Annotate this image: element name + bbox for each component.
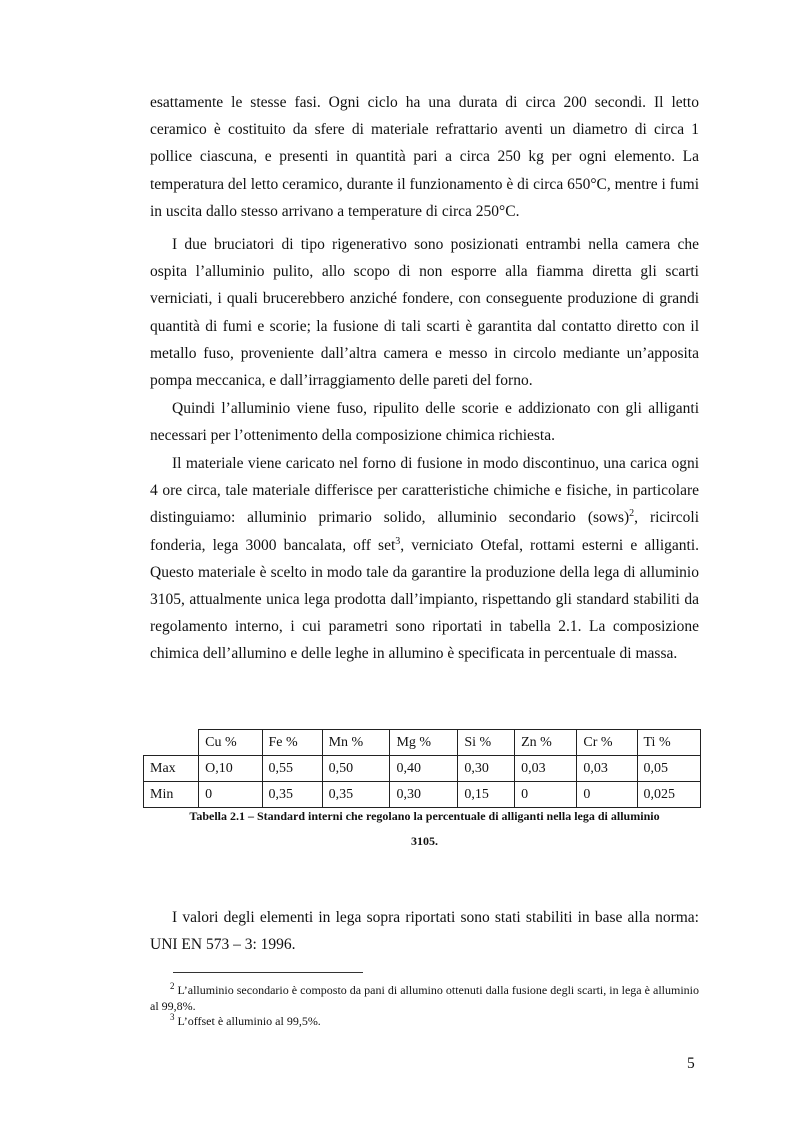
- table-cell: 0: [199, 782, 262, 808]
- table-cell: 0,025: [637, 782, 701, 808]
- paragraph-2: I due bruciatori di tipo rigenerativo sono posizionati entrambi nella camera che ospita l’alluminio pulito, allo scopo di non esporre alla fiamma diretta gli scarti verniciati, i quali brucerebbero anziché fondere, con conseguente produzione di grandi quantità di fumi e scorie; la fusione di tali scarti è garantita dal contatto diretto con il metallo fuso, proveniente dall’altra camera e messo in circolo mediante un’apposita pompa meccanica, e dall’irraggiamento delle pareti del forno.: [150, 236, 699, 390]
- table-caption: [150, 804, 699, 854]
- alloy-standards-table: [143, 729, 701, 808]
- footnote-3-text: L’offset è alluminio al 99,5%.: [174, 1014, 321, 1028]
- table-caption-line-2: 3105.: [411, 834, 438, 848]
- table-header-cell: Mg %: [390, 730, 458, 756]
- table-caption-line-1: Tabella 2.1 – Standard interni che regolano la percentuale di alliganti nella lega di alluminio: [189, 809, 660, 823]
- page-number: 5: [687, 1055, 695, 1072]
- table-header-cell: Cr %: [577, 730, 637, 756]
- paragraph-3: Quindi l’alluminio viene fuso, ripulito delle scorie e addizionato con gli alliganti necessari per l’ottenimento della composizione chimica richiesta.: [150, 400, 699, 445]
- alloy-standards-table-wrap: [143, 729, 701, 808]
- table-cell: 0,55: [262, 756, 322, 782]
- table-cell: 0: [577, 782, 637, 808]
- paragraph-5: I valori degli elementi in lega sopra riportati sono stati stabiliti in base alla norma: UNI EN 573 – 3: 1996.: [150, 909, 699, 954]
- table-corner-cell: [144, 730, 199, 756]
- row-label: Max: [144, 756, 199, 782]
- table-cell: 0,05: [637, 756, 701, 782]
- table-header-cell: Mn %: [322, 730, 390, 756]
- footnote-2-mark: 2: [170, 981, 175, 991]
- table-cell: 0,15: [458, 782, 515, 808]
- table-cell: 0,50: [322, 756, 390, 782]
- table-cell: O,10: [199, 756, 262, 782]
- table-cell: 0,03: [577, 756, 637, 782]
- table-header-cell: Cu %: [199, 730, 262, 756]
- paragraph-4-text-a: Il materiale viene caricato nel forno di fusione in modo discontinuo, una carica ogni 4 ore circa, tale materiale differisce per caratteristiche chimiche e fisiche, in particolare distinguiamo: alluminio primario solido, alluminio secondario (sows): [150, 455, 699, 527]
- table-header-cell: Si %: [458, 730, 515, 756]
- table-header-cell: Fe %: [262, 730, 322, 756]
- footnote-3-mark: 3: [170, 1012, 175, 1022]
- footnote-ref-2: 2: [629, 508, 635, 520]
- table-cell: 0,35: [322, 782, 390, 808]
- footnote-2-text: L’alluminio secondario è composto da pani di allumino ottenuti dalla fusione degli scarti, in lega è alluminio al 99,8%.: [150, 983, 699, 1013]
- paragraph-4: [150, 450, 699, 668]
- footnote-ref-3: 3: [395, 535, 401, 547]
- paragraph-4-text-c: , verniciato Otefal, rottami esterni e alliganti. Questo materiale è scelto in modo tale da garantire la produzione della lega di alluminio 3105, attualmente unica lega prodotta dall’impianto, rispettando gli standard stabiliti da regolamento interno, i cui parametri sono riportati in tabella 2.1. La composizione chimica dell’allumino e delle leghe in allumino è specificata in percentuale di massa.: [150, 536, 700, 663]
- table-cell: 0,30: [390, 782, 458, 808]
- paragraph-1: esattamente le stesse fasi. Ogni ciclo ha una durata di circa 200 secondi. Il letto ceramico è costituito da sfere di materiale refrattario aventi un diametro di circa 1 pollice ciascuna, e presenti in quantità pari a circa 250 kg per ogni elemento. La temperatura del letto ceramico, durante il funzionamento è di circa 650°C, mentre i fumi in uscita dallo stesso arrivano a temperature di circa 250°C.: [150, 94, 699, 220]
- footnote-2: [150, 982, 699, 1014]
- table-cell: 0,40: [390, 756, 458, 782]
- footnote-3: [150, 1013, 699, 1029]
- table-header-cell: Ti %: [637, 730, 701, 756]
- table-header-row: [144, 730, 701, 756]
- paragraph-4-text-b: , ricircoli fonderia, lega 3000 bancalata, off set: [150, 509, 700, 554]
- table-cell: 0,35: [262, 782, 322, 808]
- table-cell: 0,30: [458, 756, 515, 782]
- table-header-cell: Zn %: [515, 730, 577, 756]
- table-cell: 0,03: [515, 756, 577, 782]
- table-cell: 0: [515, 782, 577, 808]
- footnote-separator: [173, 972, 363, 973]
- row-label: Min: [144, 782, 199, 808]
- table-row-max: [144, 756, 701, 782]
